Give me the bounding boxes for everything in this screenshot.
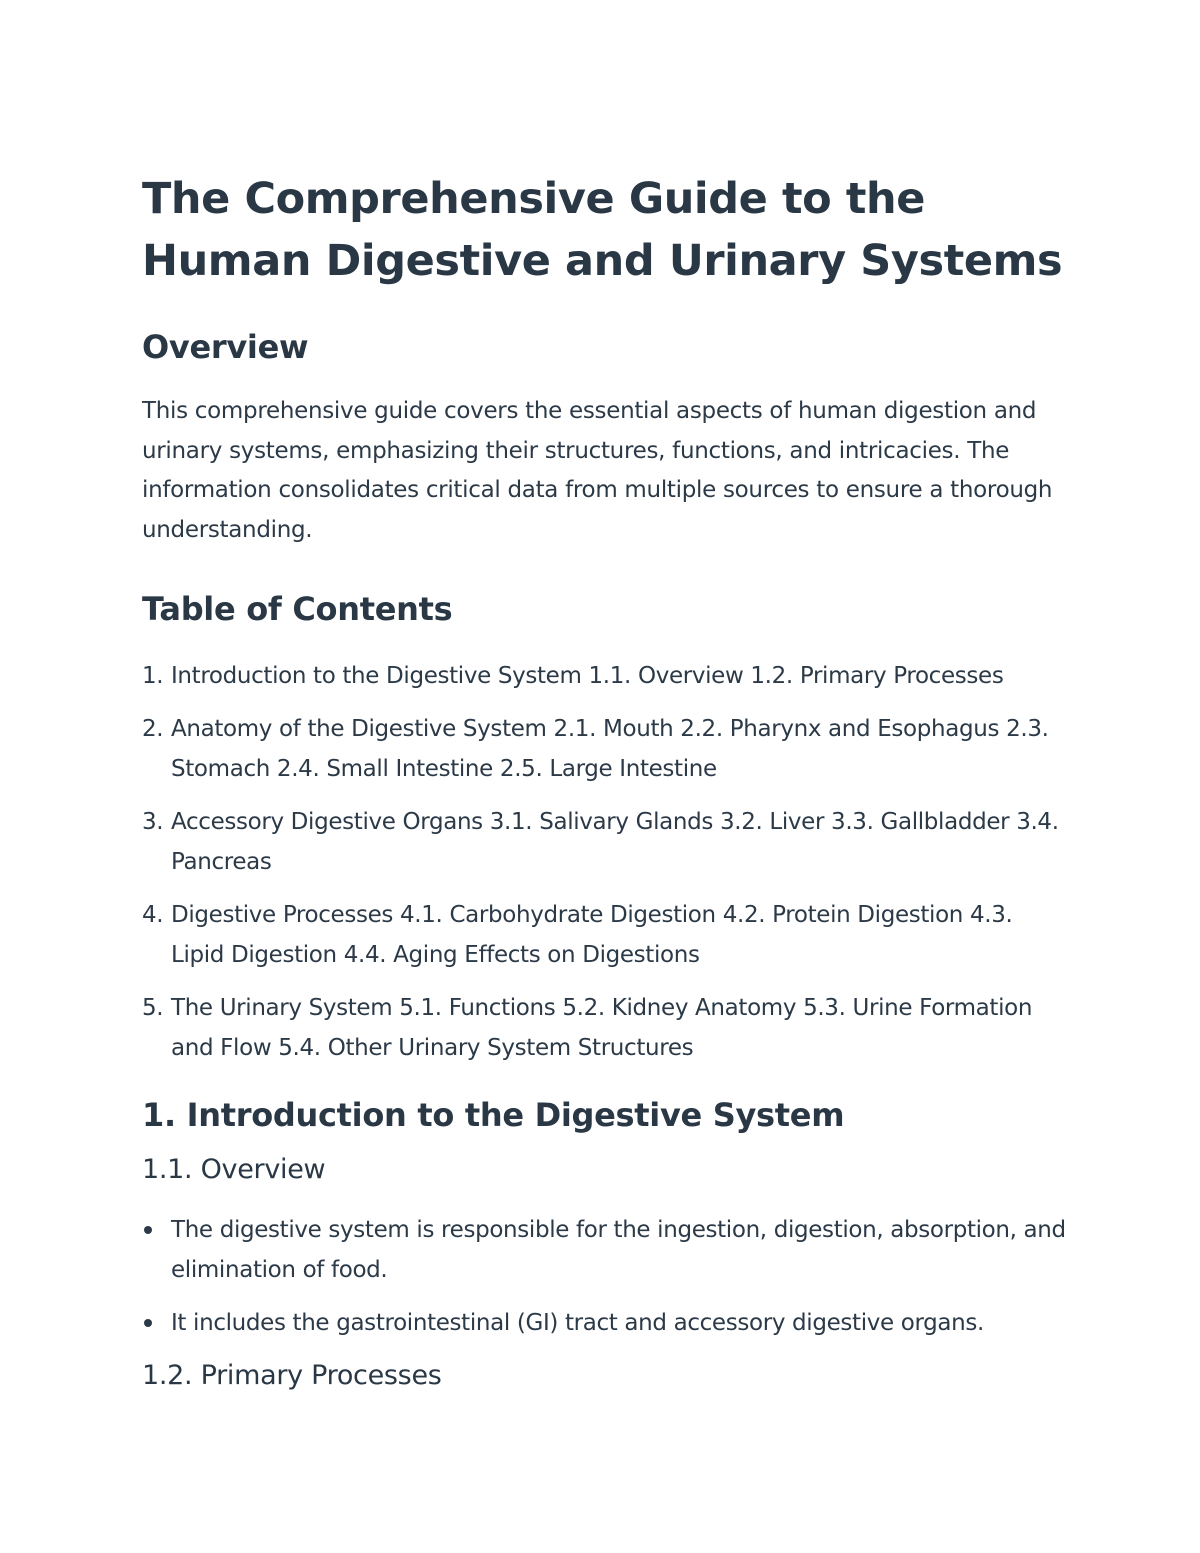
bullet-icon <box>144 1226 152 1234</box>
subsection-1-2-heading: 1.2. Primary Processes <box>142 1360 442 1391</box>
toc-item-text: The Urinary System 5.1. Functions 5.2. Kidney Anatomy 5.3. Urine Formation and Flow 5.4. Other Urinary System Structures <box>171 995 1033 1061</box>
toc-item-text: Digestive Processes 4.1. Carbohydrate Digestion 4.2. Protein Digestion 4.3. Lipid Digestion 4.4. Aging Effects on Digestions <box>171 902 1013 968</box>
document-title <box>142 168 1072 292</box>
toc-item-text: Introduction to the Digestive System 1.1. Overview 1.2. Primary Processes <box>171 663 1004 689</box>
subsection-1-1-heading: 1.1. Overview <box>142 1154 326 1185</box>
toc-item <box>142 802 1072 882</box>
document-page <box>142 168 1072 1396</box>
list-item <box>142 1210 1072 1290</box>
table-of-contents <box>142 656 1072 1068</box>
toc-item-number: 3. <box>142 809 164 835</box>
toc-item-text: Anatomy of the Digestive System 2.1. Mouth 2.2. Pharynx and Esophagus 2.3. Stomach 2.4. Small Intestine 2.5. Large Intestine <box>171 716 1049 782</box>
toc-item <box>142 895 1072 975</box>
toc-heading: Table of Contents <box>142 590 453 628</box>
overview-heading: Overview <box>142 328 309 366</box>
toc-item <box>142 709 1072 789</box>
section-1-heading: 1. Introduction to the Digestive System <box>142 1096 845 1134</box>
toc-item-number: 1. <box>142 663 164 689</box>
overview-bullet-list <box>142 1210 1072 1343</box>
list-item-text: It includes the gastrointestinal (GI) tract and accessory digestive organs. <box>171 1310 984 1336</box>
list-item-text: The digestive system is responsible for the ingestion, digestion, absorption, and elimination of food. <box>171 1217 1066 1283</box>
toc-item-number: 5. <box>142 995 164 1021</box>
toc-item-number: 2. <box>142 716 164 742</box>
title-line-1: The Comprehensive Guide to the <box>142 174 925 224</box>
toc-item <box>142 656 1072 696</box>
toc-item-number: 4. <box>142 902 164 928</box>
title-line-2: Human Digestive and Urinary Systems <box>142 236 1063 286</box>
toc-item-text: Accessory Digestive Organs 3.1. Salivary Glands 3.2. Liver 3.3. Gallbladder 3.4. Pancreas <box>171 809 1059 875</box>
overview-paragraph: This comprehensive guide covers the essential aspects of human digestion and urinary systems, emphasizing their structures, functions, and intricacies. The information consolidates critical data from multiple sources to ensure a thorough understanding. <box>142 398 1053 543</box>
list-item <box>142 1303 1072 1343</box>
bullet-icon <box>144 1319 152 1327</box>
toc-item <box>142 988 1072 1068</box>
